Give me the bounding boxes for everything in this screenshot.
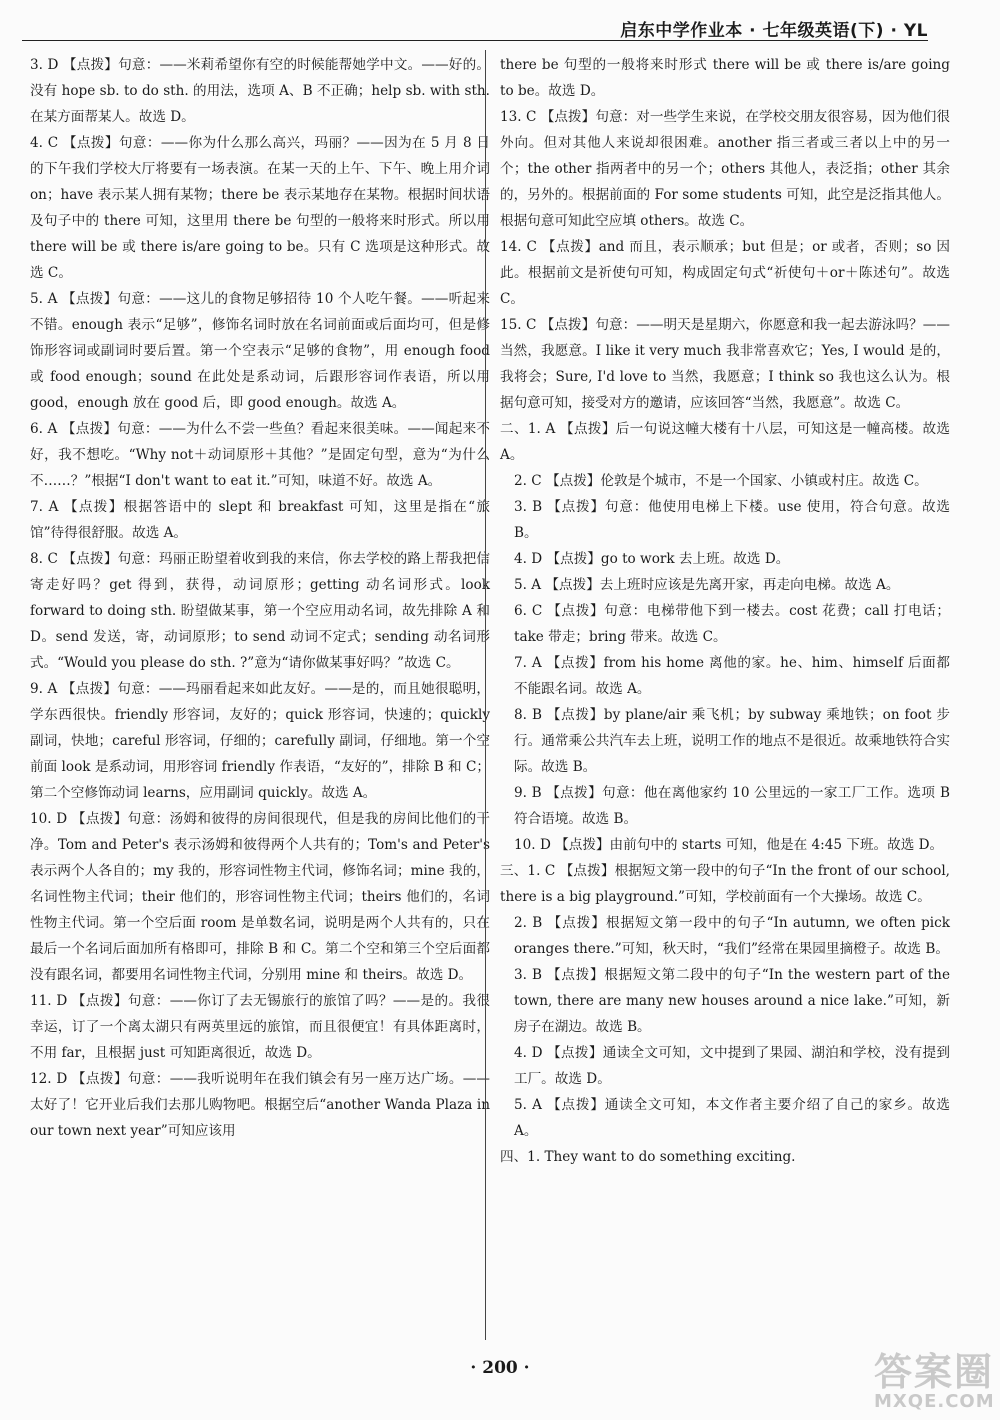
answer-item: 7. A 【点拨】根据答语中的 slept 和 breakfast 可知，这里是指在“旅馆”待得很舒服。故选 A。 <box>30 499 490 541</box>
watermark-title: 答案圈 <box>874 1350 995 1394</box>
answer-item: 5. A 【点拨】去上班时应该是先离开家，再走向电梯。故选 A。 <box>514 577 900 593</box>
answer-item: 12. D 【点拨】句意：——我听说明年在我们镇会有另一座万达广场。——太好了！它开业后我们去那儿购物吧。根据空后“another Wanda Plaza in our town next year”可知应该用 <box>30 1071 490 1139</box>
answer-item: 6. C 【点拨】句意：电梯带他下到一楼去。cost 花费；call 打电话；take 带走；bring 带来。故选 C。 <box>514 603 950 645</box>
watermark-url: MXQE.COM <box>874 1391 995 1412</box>
answer-item: 2. C 【点拨】伦敦是个城市，不是一个国家、小镇或村庄。故选 C。 <box>514 473 928 489</box>
answer-item: 三、1. C 【点拨】根据短文第一段中的句子“In the front of our school, there is a big playground.”可知，学校前面有一个大操场。故选 C。 <box>500 863 950 905</box>
answer-item: 3. B 【点拨】根据短文第二段中的句子“In the western part of the town, there are many new houses around a nice lake.”可知，新房子在湖边。故选 B。 <box>514 967 950 1035</box>
answer-item: 10. D 【点拨】由前句中的 starts 可知，他是在 4:45 下班。故选 D。 <box>514 837 944 853</box>
header-rule <box>22 40 928 41</box>
header-title: 启东中学作业本 · 七年级英语(下) · YL <box>620 21 928 41</box>
answer-item: 8. B 【点拨】by plane/air 乘飞机；by subway 乘地铁；on foot 步行。通常乘公共汽车去上班，说明工作的地点不是很近。故乘地铁符合实际。故选 B。 <box>514 707 950 775</box>
answer-item: 14. C 【点拨】and 而且，表示顺承；but 但是；or 或者，否则；so 因此。根据前文是祈使句可知，构成固定句式“祈使句＋or＋陈述句”。故选 C。 <box>500 239 950 307</box>
answer-item: 10. D 【点拨】句意：汤姆和彼得的房间很现代，但是我的房间比他们的干净。Tom and Peter's 表示汤姆和彼得两个人共有的；Tom's and Peter's 表示两个人各自的；my 我的，形容词性物主代词，修饰名词；mine 我的，名词性物主代词；their 他们的，形容词性物主代词；theirs 他们的，名词性物主代词。第一个空后面 room 是单数名词，说明是两个人共有的，只在最后一个名词后面加所有格即可，排除 B 和 C。第二个空和第三个空后面都没有跟名词，都要用名词性物主代词，分别用 mine 和 theirs。故选 D。 <box>30 811 490 983</box>
left-column <box>30 52 490 1144</box>
right-column <box>500 52 950 1170</box>
answer-item: 3. D 【点拨】句意：——米莉希望你有空的时候能帮她学中文。——好的。没有 hope sb. to do sth. 的用法，选项 A、B 不正确；help sb. with sth. 在某方面帮某人。故选 D。 <box>30 57 490 125</box>
watermark-logo <box>874 1352 994 1416</box>
page-number: · 200 · <box>470 1358 530 1378</box>
answer-item: 6. A 【点拨】句意：——为什么不尝一些鱼？看起来很美味。——闻起来不好，我不想吃。“Why not＋动词原形＋其他？”是固定句型，意为“为什么不……？”根据“I don't want to eat it.”可知，味道不好。故选 A。 <box>30 421 490 489</box>
answer-item: 8. C 【点拨】句意：玛丽正盼望着收到我的来信，你去学校的路上帮我把信寄走好吗？get 得到，获得，动词原形；getting 动名词形式。look forward to doing sth. 盼望做某事，第一个空应用动名词，故先排除 A 和 D。send 发送，寄，动词原形；to send 动词不定式；sending 动名词形式。“Would you please do sth. ?”意为“请你做某事好吗？”故选 C。 <box>30 551 490 671</box>
answer-item: there be 句型的一般将来时形式 there will be 或 there is/are going to be。故选 D。 <box>500 57 950 99</box>
answer-item: 4. D 【点拨】go to work 去上班。故选 D。 <box>514 551 790 567</box>
answer-item: 二、1. A 【点拨】后一句说这幢大楼有十八层，可知这是一幢高楼。故选 A。 <box>500 421 950 463</box>
answer-item: 3. B 【点拨】句意：他使用电梯上下楼。use 使用，符合句意。故选 B。 <box>514 499 950 541</box>
answer-item: 13. C 【点拨】句意：对一些学生来说，在学校交朋友很容易，因为他们很外向。但对其他人来说却很困难。another 指三者或三者以上中的另一个；the other 指两者中的另一个；others 其他人，表泛指；other 其余的，另外的。根据前面的 For some students 可知，此空是泛指其他人。根据句意可知此空应填 others。故选 C。 <box>500 109 950 229</box>
answer-item: 四、1. They want to do something exciting. <box>500 1149 796 1165</box>
page-header <box>0 0 1000 44</box>
answer-item: 11. D 【点拨】句意：——你订了去无锡旅行的旅馆了吗？——是的。我很幸运，订了一个离太湖只有两英里远的旅馆，而且很便宜！有具体距离时，不用 far，且根据 just 可知距离很近，故选 D。 <box>30 993 490 1061</box>
answer-item: 9. B 【点拨】句意：他在离他家约 10 公里远的一家工厂工作。选项 B 符合语境。故选 B。 <box>514 785 950 827</box>
answer-item: 2. B 【点拨】根据短文第一段中的句子“In autumn, we often pick oranges there.”可知，秋天时，“我们”经常在果园里摘橙子。故选 B。 <box>514 915 950 957</box>
answer-item: 15. C 【点拨】句意：——明天是星期六，你愿意和我一起去游泳吗？——当然，我愿意。I like it very much 我非常喜欢它；Yes, I would 是的，我将会；Sure, I'd love to 当然，我愿意；I think so 我也这么认为。根据句意可知，接受对方的邀请，应该回答“当然，我愿意”。故选 C。 <box>500 317 950 411</box>
answer-item: 5. A 【点拨】通读全文可知，本文作者主要介绍了自己的家乡。故选 A。 <box>514 1097 950 1139</box>
answer-item: 4. D 【点拨】通读全文可知，文中提到了果园、湖泊和学校，没有提到工厂。故选 D。 <box>514 1045 950 1087</box>
answer-item: 7. A 【点拨】from his home 离他的家。he、him、himself 后面都不能跟名词。故选 A。 <box>514 655 950 697</box>
column-divider <box>485 50 486 1340</box>
answer-item: 9. A 【点拨】句意：——玛丽看起来如此友好。——是的，而且她很聪明，学东西很快。friendly 形容词，友好的；quick 形容词，快速的；quickly 副词，快地；careful 形容词，仔细的；carefully 副词，仔细地。第一个空前面 look 是系动词，用形容词 friendly 作表语，“友好的”，排除 B 和 C；第二个空修饰动词 learns，应用副词 quickly。故选 A。 <box>30 681 490 801</box>
answer-item: 4. C 【点拨】句意：——你为什么那么高兴，玛丽？——因为在 5 月 8 日的下午我们学校大厅将要有一场表演。在某一天的上午、下午、晚上用介词 on；have 表示某人拥有某物；there be 表示某地存在某物。根据时间状语及句子中的 there 可知，这里用 there be 句型的一般将来时形式。所以用 there will be 或 there is/are going to be。只有 C 选项是这种形式。故选 C。 <box>30 135 490 281</box>
answer-item: 5. A 【点拨】句意：——这儿的食物足够招待 10 个人吃午餐。——听起来不错。enough 表示“足够”，修饰名词时放在名词前面或后面均可，但是修饰形容词或副词时要后置。第一个空表示“足够的食物”，用 enough food 或 food enough；sound 在此处是系动词，后跟形容词作表语，所以用 good，enough 放在 good 后，即 good enough。故选 A。 <box>30 291 490 411</box>
